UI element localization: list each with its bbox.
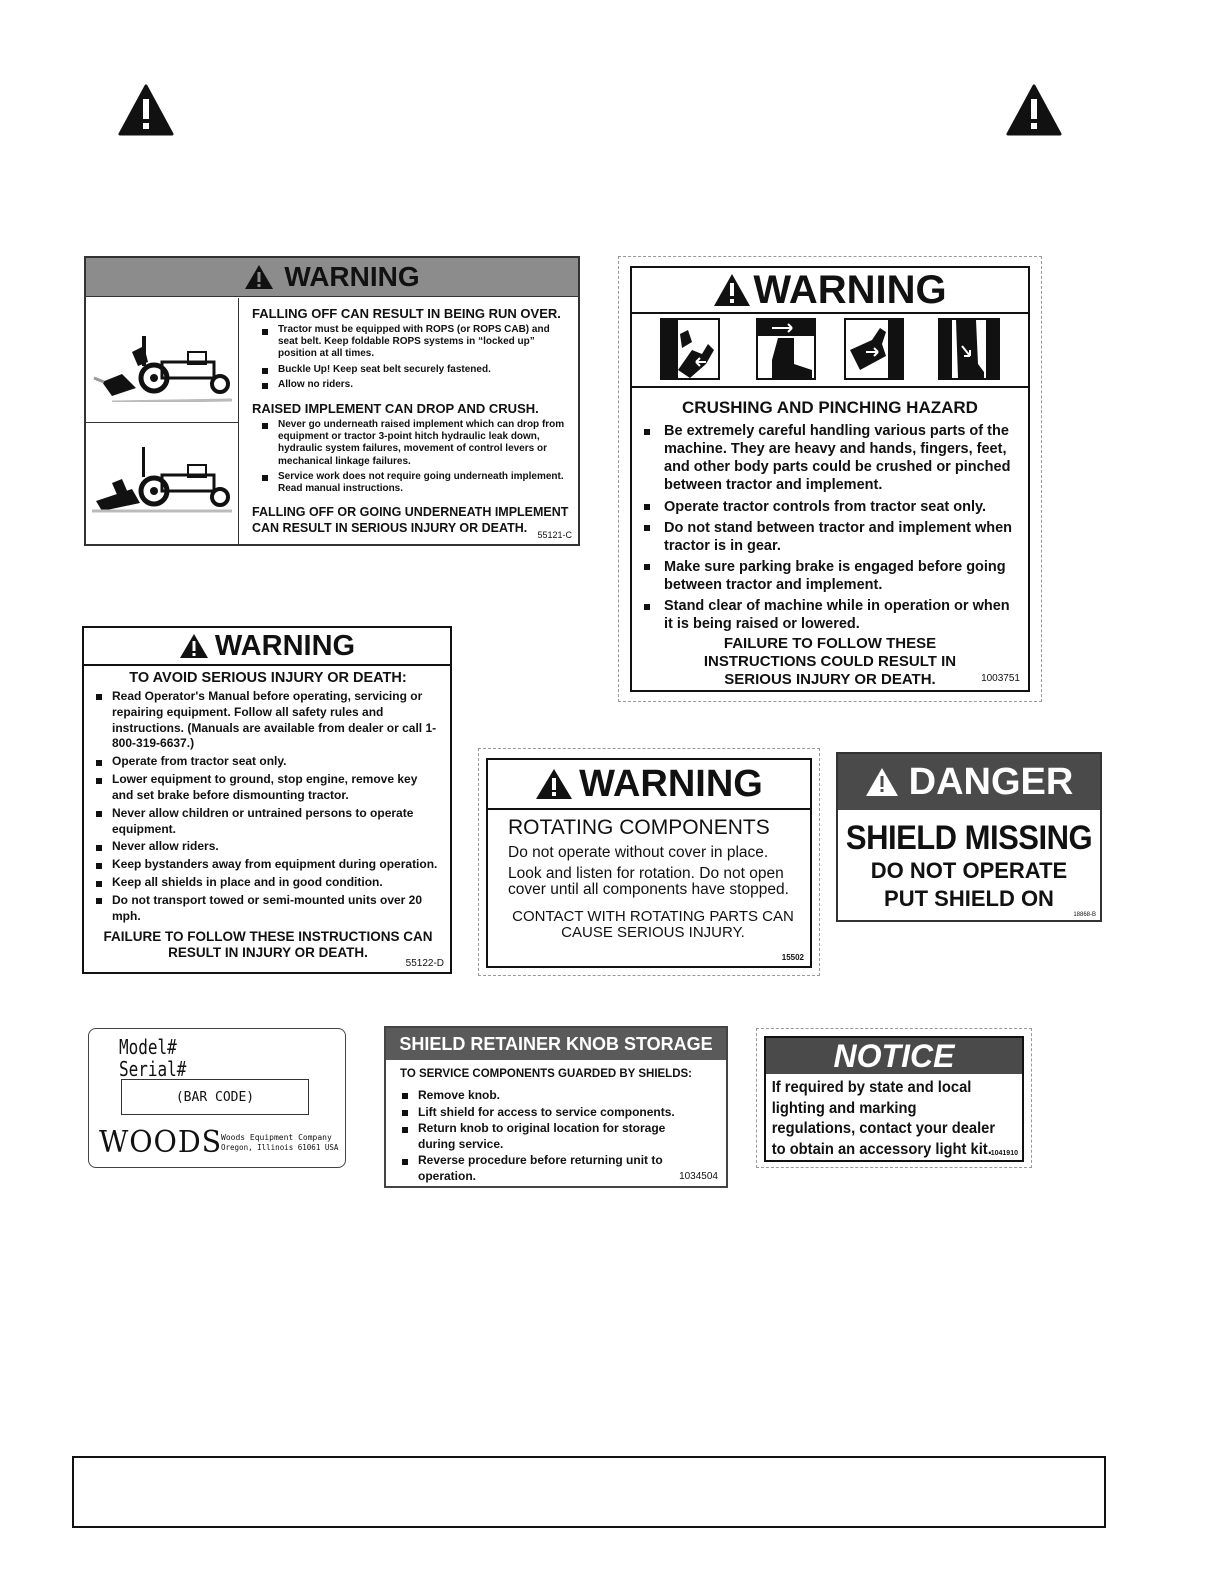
instruction-text: Look and listen for rotation. Do not open cover until all components have stopped. [508,865,789,899]
label-header [488,760,810,810]
list-item: Never allow riders. [94,839,442,855]
list-item: Tractor must be equipped with ROPS (or ROPS CAB) and seat belt. Keep foldable ROPS systems in “locked up” position at all times. [260,324,572,361]
warning-triangle-icon [118,84,174,136]
list-item: Operate tractor controls from tractor seat only. [642,498,1018,516]
barcode-placeholder: (BAR CODE) [175,1089,255,1105]
section-title: ROTATING COMPONENTS [508,816,770,839]
warning-triangle-icon [244,264,274,290]
list-item: Return knob to original location for storage during service. [400,1121,718,1152]
danger-text: DO NOT OPERATE [870,858,1068,883]
warning-label-crushing [630,266,1030,692]
tractor-illustration [92,445,232,515]
list-item: Stand clear of machine while in operation or when it is being raised or lowered. [642,597,1018,633]
model-label: Model# [119,1035,177,1059]
warning-triangle-icon [713,273,751,307]
part-number: 1003751 [981,673,1020,684]
brand-logo: WOODS [99,1125,223,1160]
foot-crush-icon [938,318,1000,380]
label-header [632,268,1028,314]
rule-list [400,1088,718,1185]
shield-knob-storage-label [384,1026,728,1188]
rule-list [642,422,1018,633]
list-item: Make sure parking brake is engaged before going between tractor and implement. [642,558,1018,594]
part-number: 1034504 [679,1171,718,1182]
list-item: Never allow children or untrained persons to operate equipment. [94,806,442,838]
company-name: Woods Equipment Company [221,1133,332,1142]
list-item: Do not stand between tractor and implement when tractor is in gear. [642,519,1018,555]
part-number: 55121-C [537,530,572,540]
foot-crush-icon [756,318,816,380]
instruction-text: Do not operate without cover in place. [508,844,769,861]
label-header-text: DANGER [908,760,1074,803]
label-header-text: SHIELD RETAINER KNOB STORAGE [399,1033,713,1054]
list-item: Read Operator's Manual before operating, servicing or repairing equipment. Follow all safety rules and instructions. (Manuals are available from dealer or call 1-800-319-6637.) [94,689,442,752]
warning-triangle-icon [179,633,209,659]
list-item: Lift shield for access to service components. [400,1105,718,1121]
section-title: TO AVOID SERIOUS INJURY OR DEATH: [129,670,407,686]
label-header-text: NOTICE [833,1037,955,1074]
label-header [84,628,450,666]
part-number: 55122-D [405,958,444,969]
label-header-text: WARNING [753,267,947,312]
warning-label-general [82,626,452,974]
rule-list [94,689,442,925]
label-header-text: WARNING [579,762,763,805]
list-item: Service work does not require going underneath implement. Read manual instructions. [260,471,572,495]
warning-label-falling-off [84,256,580,546]
list-item: Lower equipment to ground, stop engine, remove key and set brake before dismounting tractor. [94,772,442,804]
label-header-text: WARNING [284,261,420,292]
hand-crush-icon [660,318,720,380]
company-address: Oregon, Illinois 61061 USA [221,1143,339,1152]
section-title: TO SERVICE COMPONENTS GUARDED BY SHIELDS: [400,1068,693,1080]
serial-label: Serial# [119,1057,187,1081]
section-title: RAISED IMPLEMENT CAN DROP AND CRUSH. [252,400,539,416]
rule-list [260,324,572,391]
list-item: Reverse procedure before returning unit to operation. [400,1153,718,1184]
warning-triangle-icon [535,768,573,800]
label-header [766,1038,1022,1074]
warning-triangle-icon [865,767,899,797]
warning-label-rotating [486,758,812,968]
list-item: Keep bystanders away from equipment during operation. [94,857,442,873]
label-footer: FAILURE TO FOLLOW THESE INSTRUCTIONS COULD RESULT IN SERIOUS INJURY OR DEATH. [703,635,957,689]
label-header-text: WARNING [214,629,356,662]
list-item: Allow no riders. [260,379,572,391]
notice-text: If required by state and local lighting and marking regulations, contact your dealer to obtain an accessory light kit. [771,1079,996,1158]
label-footer: CONTACT WITH ROTATING PARTS CAN CAUSE SERIOUS INJURY. [512,907,794,942]
rule-list [260,419,572,495]
list-item: Remove knob. [400,1088,718,1104]
danger-label-shield-missing [836,752,1102,922]
part-number: 15502 [781,953,804,962]
list-item: Keep all shields in place and in good condition. [94,875,442,891]
list-item: Never go underneath raised implement which can drop from equipment or tractor 3-point hitch hydraulic leak down, hydraulic system failures, movement of control levers or mechanical linkage failures. [260,419,572,468]
danger-text-main: SHIELD MISSING [845,818,1093,857]
danger-text: PUT SHIELD ON [884,886,1054,911]
list-item: Buckle Up! Keep seat belt securely fastened. [260,364,572,376]
barcode-box [121,1079,309,1115]
section-title: FALLING OFF CAN RESULT IN BEING RUN OVER. [252,306,561,321]
label-footer: FAILURE TO FOLLOW THESE INSTRUCTIONS CAN RESULT IN INJURY OR DEATH. [103,928,433,960]
notice-label-lighting [764,1036,1024,1162]
label-header [386,1028,726,1060]
list-item: Operate from tractor seat only. [94,754,442,770]
part-number: 1041910 [990,1150,1018,1157]
label-header [86,258,578,297]
footer-box [72,1456,1106,1528]
hand-crush-icon [844,318,904,380]
list-item: Be extremely careful handling various parts of the machine. They are heavy and hands, fingers, feet, and other body parts could be crushed or pinched between tractor and implement. [642,422,1018,495]
label-header [838,754,1100,810]
label-footer: FALLING OFF OR GOING UNDERNEATH IMPLEMENT CAN RESULT IN SERIOUS INJURY OR DEATH. [252,505,569,535]
tractor-illustration [92,332,232,402]
list-item: Do not transport towed or semi-mounted units over 20 mph. [94,893,442,925]
serial-number-plate [88,1028,346,1168]
part-number: 18868-B [1073,912,1096,918]
warning-triangle-icon [1006,84,1062,136]
section-title: CRUSHING AND PINCHING HAZARD [682,398,978,417]
